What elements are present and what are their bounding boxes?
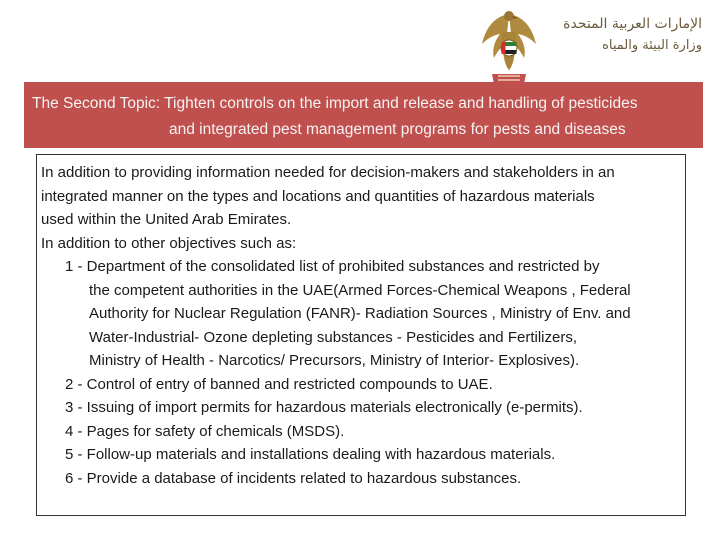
content-box [36, 154, 686, 516]
objective-text: 2 - Control of entry of banned and restricted compounds to UAE. [65, 375, 493, 393]
objective-continuation: Water-Industrial- Ozone depleting substances - Pesticides and Fertilizers, [89, 328, 577, 346]
objective-item [41, 255, 685, 373]
uae-emblem-icon [478, 4, 540, 88]
ministry-arabic-title: الإمارات العربية المتحدة [563, 16, 702, 32]
objective-continuation: Ministry of Health - Narcotics/ Precursors, Ministry of Interior- Explosives). [89, 352, 580, 369]
intro-line: In addition to providing information needed for decision-makers and stakeholders in an [41, 164, 615, 181]
objective-text: 3 - Issuing of import permits for hazardous materials electronically (e-permits). [65, 399, 583, 416]
objective-text: 5 - Follow-up materials and installations dealing with hazardous materials. [65, 446, 556, 463]
objective-text: 4 - Pages for safety of chemicals (MSDS). [65, 422, 345, 440]
ministry-logo [470, 4, 710, 90]
banner-line-2: and integrated pest management programs for pests and diseases [169, 121, 626, 138]
intro-line: integrated manner on the types and locations and quantities of hazardous materials [41, 187, 595, 205]
topic-banner [24, 82, 703, 148]
objective-continuation: Authority for Nuclear Regulation (FANR)- Radiation Sources , Ministry of Env. and [89, 305, 631, 322]
objective-item [41, 443, 685, 467]
intro-line: used within the United Arab Emirates. [41, 211, 292, 228]
objective-item [41, 420, 685, 444]
objective-continuation: the competent authorities in the UAE(Armed Forces-Chemical Weapons , Federal [89, 281, 631, 299]
objective-item [41, 373, 685, 397]
objective-item [41, 396, 685, 420]
objective-item [41, 467, 685, 491]
ministry-arabic-subtitle: وزارة البيئة والمياه [602, 38, 702, 53]
objectives-intro: In addition to other objectives such as: [41, 234, 297, 252]
objective-text: 6 - Provide a database of incidents related to hazardous substances. [65, 469, 522, 487]
objective-text: 1 - Department of the consolidated list of prohibited substances and restricted by [65, 258, 600, 275]
banner-line-1: The Second Topic: Tighten controls on the import and release and handling of pesticides [32, 95, 638, 112]
